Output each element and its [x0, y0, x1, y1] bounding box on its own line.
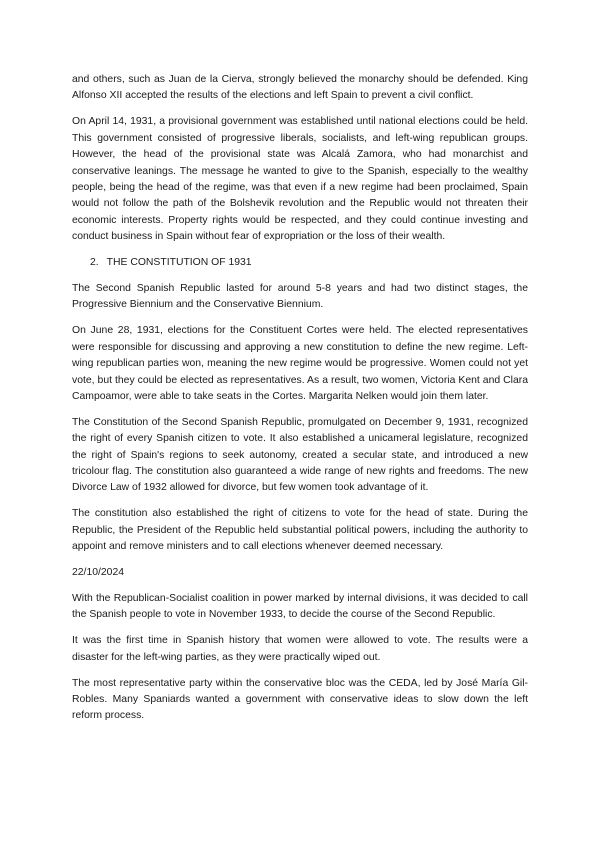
- paragraph-head-of-state: The constitution also established the right of citizens to vote for the head of state. During the Republic, the President of the Republic held substantial political powers, including the authority to appoint and remove ministers and to call elections whenever deemed necessary.: [72, 508, 528, 553]
- paragraph-constituent-cortes: On June 28, 1931, elections for the Constituent Cortes were held. The elected representatives were responsible for discussing and approving a new constitution to define the new regime. Left-wing republican parties won, meaning the new regime would be progressive. Women could not yet vote, but they could be elected as representatives. As a result, two women, Victoria Kent and Clara Campoamor, were able to take seats in the Cortes. Margarita Nelken would join them later.: [72, 325, 528, 402]
- paragraph-constitution-rights: The Constitution of the Second Spanish Republic, promulgated on December 9, 1931, recognized the right of every Spanish citizen to vote. It also established a unicameral legislature, recognized the right of Spain's regions to seek autonomy, created a secular state, and introduced a new tricolour flag. The constitution also guaranteed a wide range of new rights and freedoms. The new Divorce Law of 1932 allowed for divorce, but few women took advantage of it.: [72, 416, 528, 494]
- paragraph-coalition-elections: With the Republican-Socialist coalition in power marked by internal divisions, it was decided to call the Spanish people to vote in November 1933, to decide the course of the Second Republic.: [72, 592, 528, 621]
- date-label: 22/10/2024: [72, 567, 125, 579]
- paragraph-ceda: The most representative party within the conservative bloc was the CEDA, led by José María Gil-Robles. Many Spaniards wanted a government with conservative ideas to slow down the left reform process.: [72, 677, 528, 722]
- section-title: THE CONSTITUTION OF 1931: [106, 257, 252, 269]
- section-heading: [72, 255, 528, 271]
- document-body: [72, 72, 528, 734]
- section-number: 2.: [90, 257, 99, 269]
- paragraph-provisional-government: On April 14, 1931, a provisional government was established until national elections could be held. This government consisted of progressive liberals, socialists, and left-wing republican groups. However, the head of the provisional state was Alcalá Zamora, who had monarchist and conservative leanings. The message he wanted to give to the Spanish, especially to the wealthy people, being the head of the regime, was that even if a new regime had been proclaimed, Spain would not follow the path of the Bolshevik revolution and the Republic would not threaten their economic interests. Property rights would be respected, and they could continue investing and conduct business in Spain without fear of expropriation or the loss of their wealth.: [72, 116, 528, 243]
- paragraph-republic-stages: The Second Spanish Republic lasted for around 5-8 years and had two distinct stages, the Progressive Biennium and the Conservative Biennium.: [72, 282, 528, 311]
- paragraph-monarchy-defence: and others, such as Juan de la Cierva, strongly believed the monarchy should be defended. King Alfonso XII accepted the results of the elections and left Spain to prevent a civil conflict.: [72, 74, 528, 102]
- paragraph-women-vote: It was the first time in Spanish history that women were allowed to vote. The results were a disaster for the left-wing parties, as they were practically wiped out.: [72, 635, 528, 663]
